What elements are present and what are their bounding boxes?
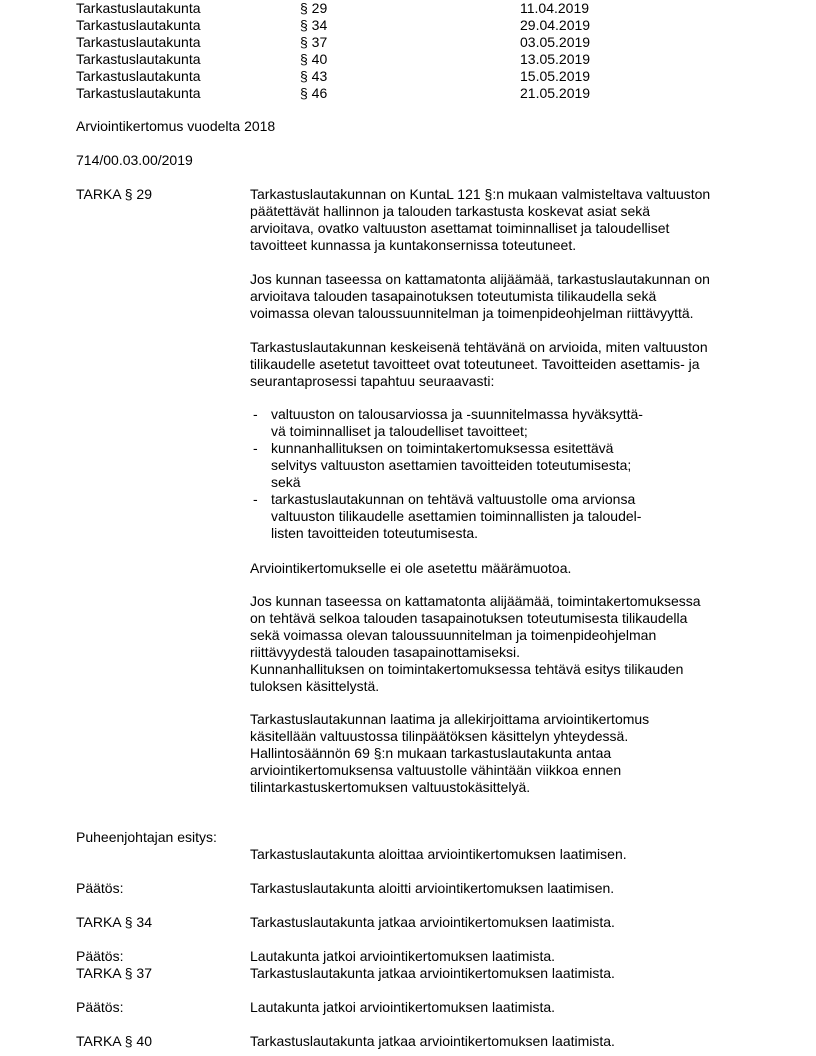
decision-text: Lautakunta jatkoi arviointikertomuksen laatimista. bbox=[250, 999, 556, 1015]
section-label-tarka-29: TARKA § 29 bbox=[76, 186, 153, 202]
meeting-row bbox=[76, 85, 776, 102]
section-text-tarka-34: Tarkastuslautakunta jatkaa arviointikertomuksen laatimista. bbox=[250, 914, 615, 930]
meeting-body: Tarkastuslautakunta bbox=[76, 85, 201, 101]
paragraph-duties: Tarkastuslautakunnan on KuntaL 121 §:n mukaan valmisteltava valtuuston päätettävät hallinnon ja talouden tarkastusta koskevat asiat sekä arvioitava, ovatko valtuuston asettamat toiminnalliset ja taloudelliset tavoitteet kunnassa ja kuntakonsernissa toteutuneet. bbox=[250, 186, 711, 253]
paragraph-no-format: Arviointikertomukselle ei ole asetettu määrämuotoa. bbox=[250, 560, 572, 576]
section-label-tarka-40: TARKA § 40 bbox=[76, 1033, 153, 1049]
meeting-row bbox=[76, 0, 776, 17]
meeting-body: Tarkastuslautakunta bbox=[76, 34, 201, 50]
meeting-date: 13.05.2019 bbox=[520, 51, 591, 67]
section-label-tarka-37: TARKA § 37 bbox=[76, 965, 153, 981]
section-text-tarka-40: Tarkastuslautakunta jatkaa arviointikertomuksen laatimista. bbox=[250, 1033, 615, 1049]
meeting-section: § 43 bbox=[300, 68, 328, 84]
meeting-date: 15.05.2019 bbox=[520, 68, 591, 84]
paragraph-handling: Tarkastuslautakunnan laatima ja allekirjoittama arviointikertomus käsitellään valtuustossa tilinpäätöksen käsittelyn yhteydessä. Hallintosäännön 69 §:n mukaan tarkastuslautakunta antaa arviointikertomuksensa valtuustolle vähintään viikkoa ennen tilintarkastuskertomuksen valtuustokäsittelyä. bbox=[250, 711, 650, 795]
bullet-text: tarkastuslautakunnan on tehtävä valtuustolle oma arvionsa valtuuston tilikaudelle asettamien toiminnallisten ja taloudel- listen tavoitteiden toteutumisesta. bbox=[271, 491, 642, 541]
bullet-dash: - bbox=[253, 406, 258, 422]
bullet-dash: - bbox=[253, 440, 258, 456]
document-title: Arviointikertomus vuodelta 2018 bbox=[76, 118, 276, 134]
paragraph-deficit-assessment: Jos kunnan taseessa on kattamatonta alijäämää, tarkastuslautakunnan on arvioitava talouden tasapainotuksen toteutumista tilikaudella sekä voimassa olevan taloussuunnitelman ja toimenpideohjelman riittävyyttä. bbox=[250, 271, 710, 321]
meeting-section: § 40 bbox=[300, 51, 328, 67]
meeting-body: Tarkastuslautakunta bbox=[76, 0, 201, 16]
meeting-row bbox=[76, 51, 776, 68]
decision-text: Tarkastuslautakunta aloitti arviointikertomuksen laatimisen. bbox=[250, 880, 615, 896]
meeting-section: § 34 bbox=[300, 17, 328, 33]
decision-text: Lautakunta jatkoi arviointikertomuksen laatimista. bbox=[250, 948, 556, 964]
meeting-body: Tarkastuslautakunta bbox=[76, 51, 201, 67]
meeting-body: Tarkastuslautakunta bbox=[76, 68, 201, 84]
meeting-section: § 46 bbox=[300, 85, 328, 101]
meeting-date: 11.04.2019 bbox=[520, 0, 590, 16]
section-label-tarka-34: TARKA § 34 bbox=[76, 914, 153, 930]
decision-label: Päätös: bbox=[76, 948, 124, 964]
proposal-label: Puheenjohtajan esitys: bbox=[76, 829, 217, 845]
meeting-date: 21.05.2019 bbox=[520, 85, 591, 101]
proposal-text: Tarkastuslautakunta aloittaa arviointikertomuksen laatimisen. bbox=[250, 846, 627, 862]
bullet-dash: - bbox=[253, 491, 258, 507]
meeting-body: Tarkastuslautakunta bbox=[76, 17, 201, 33]
meeting-date: 03.05.2019 bbox=[520, 34, 591, 50]
decision-label: Päätös: bbox=[76, 880, 124, 896]
meeting-row bbox=[76, 68, 776, 85]
meeting-date: 29.04.2019 bbox=[520, 17, 591, 33]
bullet-text: valtuuston on talousarviossa ja -suunnitelmassa hyväksyttä- vä toiminnalliset ja taloudelliset tavoitteet; bbox=[271, 406, 643, 439]
section-text-tarka-37: Tarkastuslautakunta jatkaa arviointikertomuksen laatimista. bbox=[250, 965, 615, 981]
paragraph-deficit-report: Jos kunnan taseessa on kattamatonta alijäämää, toimintakertomuksessa on tehtävä selkoa talouden tasapainotuksen toteutumisesta tilikaudella sekä voimassa olevan taloussuunnitelman ja toimenpideohjelman riittävyydestä talouden tasapainottamiseksi. Kunnanhallituksen on toimintakertomuksessa tehtävä esitys tilikauden tuloksen käsittelystä. bbox=[250, 593, 701, 694]
paragraph-key-task: Tarkastuslautakunnan keskeisenä tehtävänä on arvioida, miten valtuuston tilikaudelle asetetut tavoitteet ovat toteutuneet. Tavoitteiden asettamis- ja seurantaprosessi tapahtuu seuraavasti: bbox=[250, 339, 708, 389]
meeting-row bbox=[76, 17, 776, 34]
record-id: 714/00.03.00/2019 bbox=[76, 152, 193, 168]
decision-label: Päätös: bbox=[76, 999, 124, 1015]
meeting-row bbox=[76, 34, 776, 51]
meeting-section: § 29 bbox=[300, 0, 328, 16]
meeting-section: § 37 bbox=[300, 34, 328, 50]
bullet-text: kunnanhallituksen on toimintakertomuksessa esitettävä selvitys valtuuston asettamien tavoitteiden toteutumisesta; sekä bbox=[271, 440, 632, 490]
